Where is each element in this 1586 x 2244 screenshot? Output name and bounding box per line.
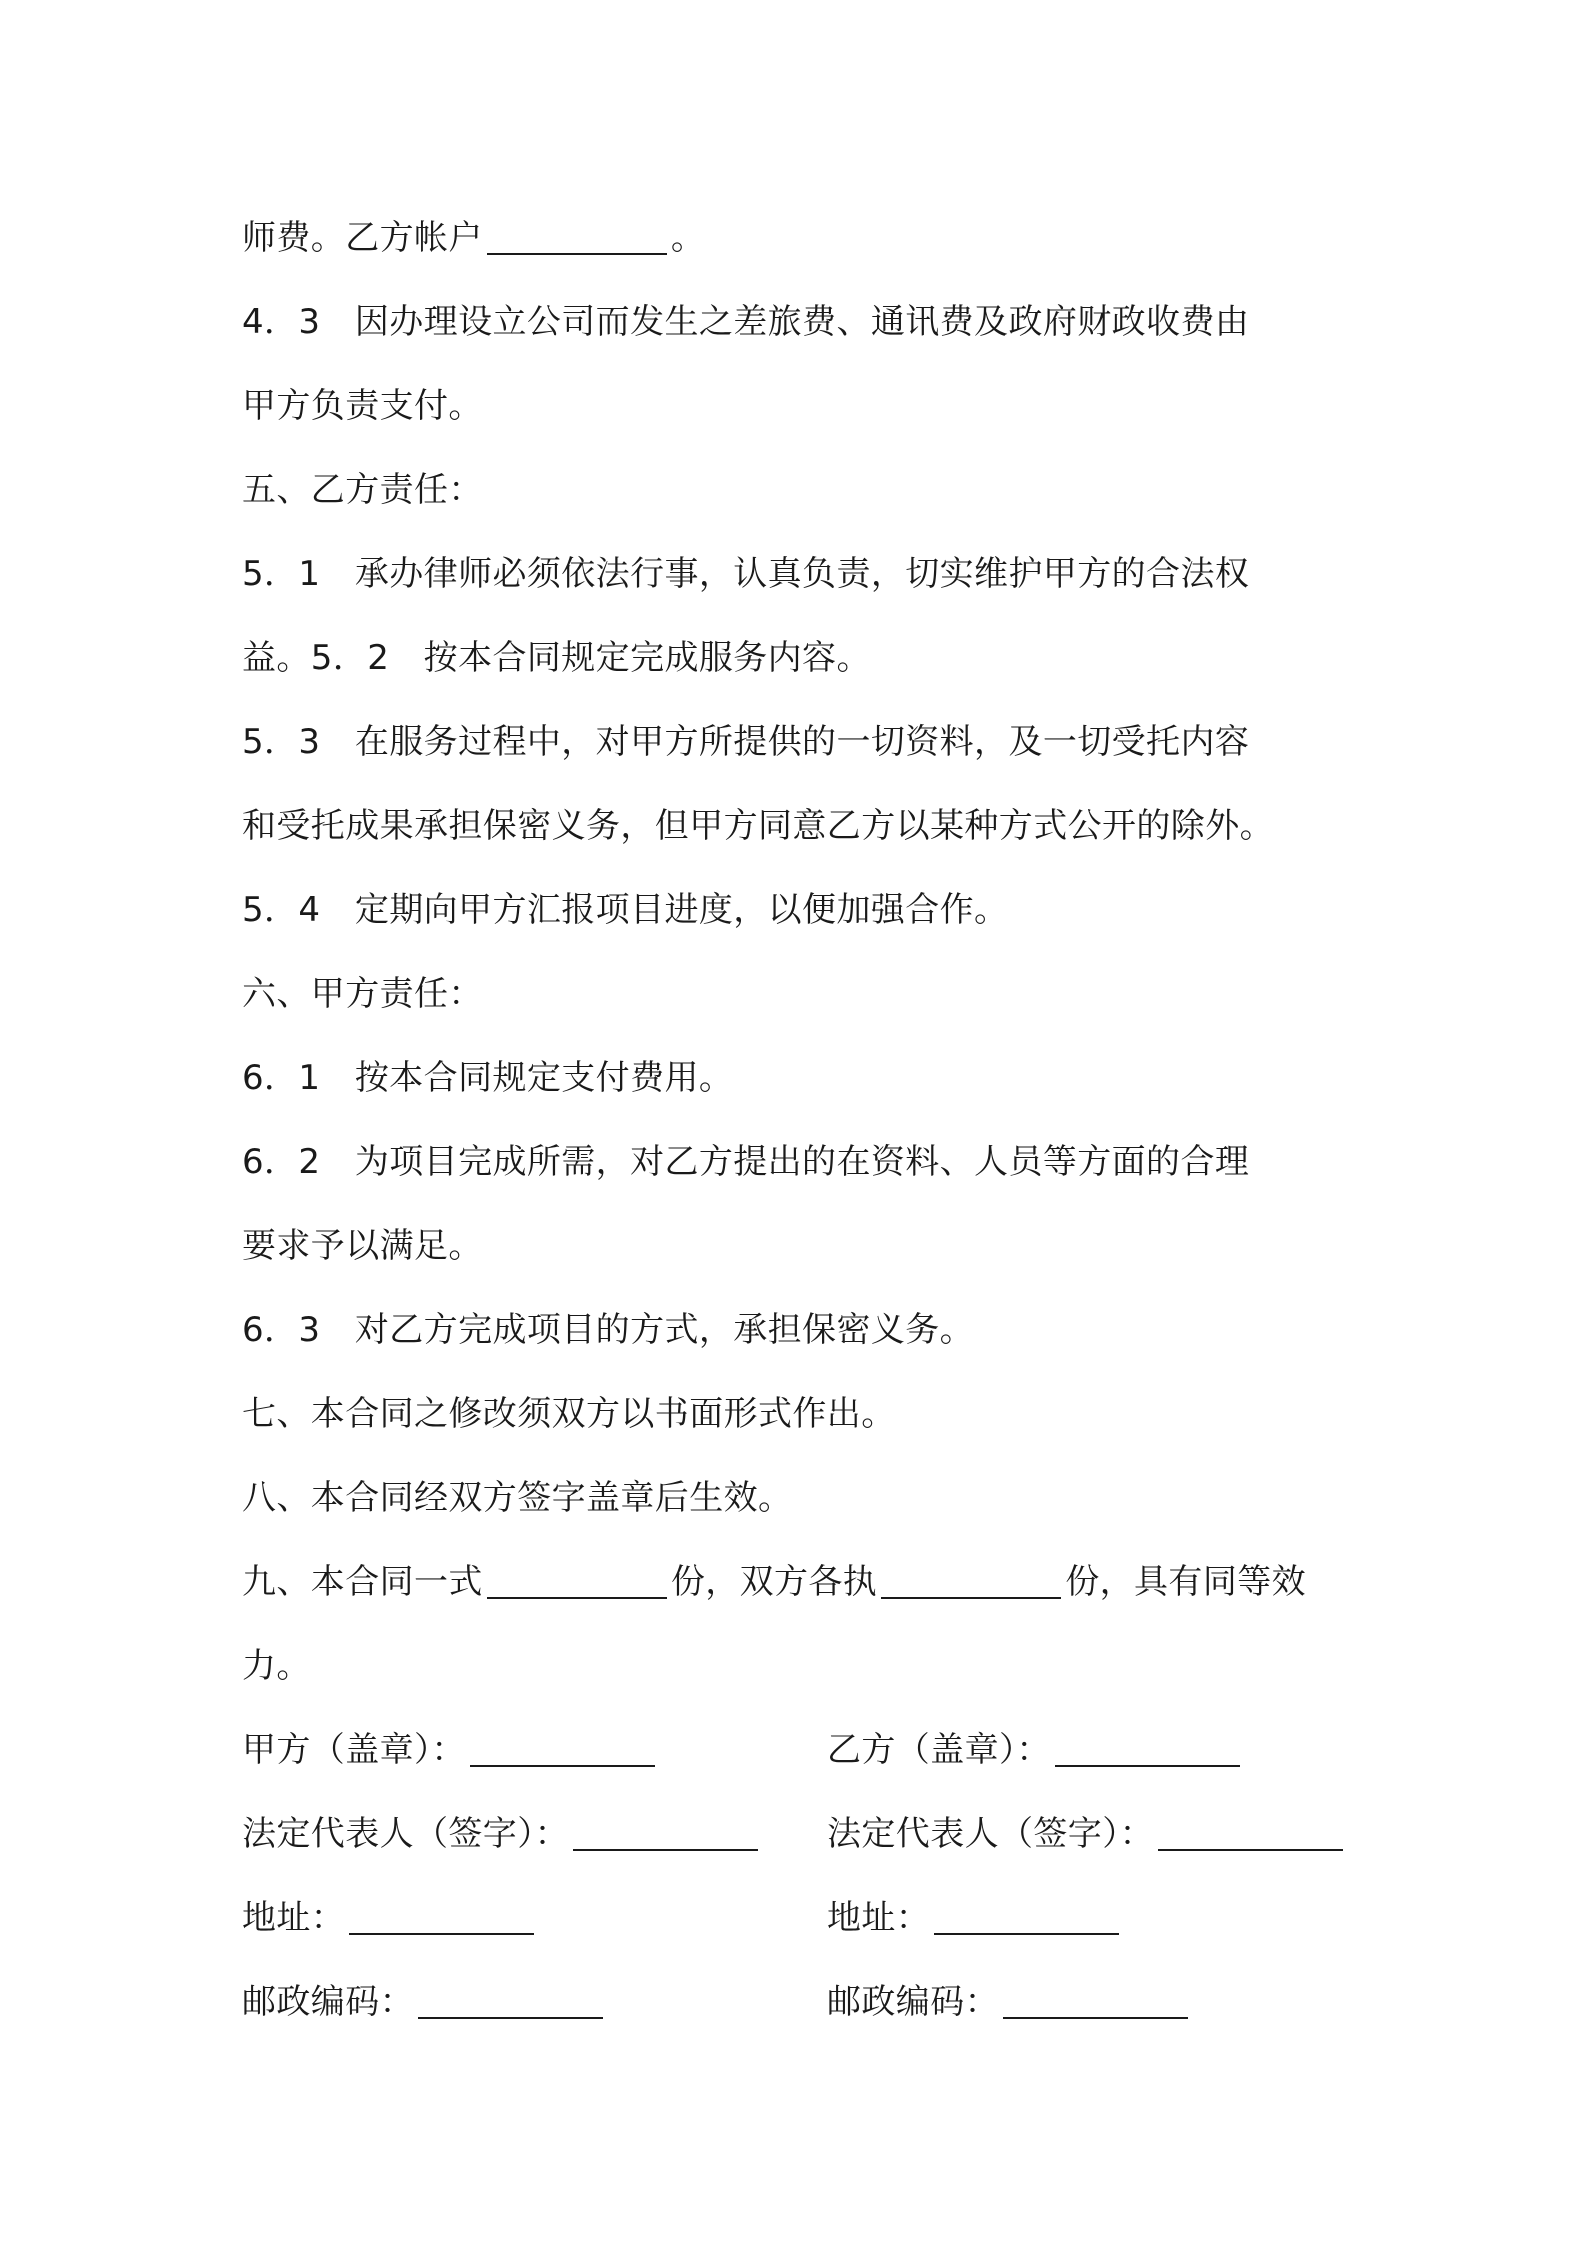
clause-6-2: 6．2 为项目完成所需，对乙方提出的在资料、人员等方面的合理 xyxy=(242,1142,1250,1182)
clause-5-4: 5．4 定期向甲方汇报项目进度，以便加强合作。 xyxy=(242,890,1009,930)
section-8: 八、本合同经双方签字盖章后生效。 xyxy=(242,1478,793,1518)
party-b-seal xyxy=(827,1708,1244,1792)
party-b-representative-blank xyxy=(1158,1813,1343,1851)
clause-5-3: 5．3 在服务过程中，对甲方所提供的一切资料，及一切受托内容 xyxy=(242,722,1250,762)
party-b-postcode-label: 邮政编码： xyxy=(827,1982,999,2022)
clause-5-3-cont: 和受托成果承担保密义务，但甲方同意乙方以某种方式公开的除外。 xyxy=(242,806,1274,846)
clause-6-3: 6．3 对乙方完成项目的方式，承担保密义务。 xyxy=(242,1310,975,1350)
signature-row-postcode xyxy=(242,1960,1362,2044)
section-9-cont: 力。 xyxy=(242,1646,311,1686)
party-a-postcode-label: 邮政编码： xyxy=(242,1982,414,2022)
party-b-address-label: 地址： xyxy=(827,1898,931,1938)
clause-6-1: 6．1 按本合同规定支付费用。 xyxy=(242,1058,734,1098)
party-b-postcode-blank xyxy=(1003,1981,1188,2019)
line-account xyxy=(242,196,1362,280)
party-a-representative-label: 法定代表人（签字）： xyxy=(242,1814,569,1854)
party-b-representative-label: 法定代表人（签字）： xyxy=(827,1814,1154,1854)
party-b-address-blank xyxy=(934,1897,1119,1935)
copies-each-blank xyxy=(881,1561,1061,1599)
party-b-seal-blank xyxy=(1055,1729,1240,1767)
clause-5-1-cont: 益。5．2 按本合同规定完成服务内容。 xyxy=(242,638,871,678)
account-blank xyxy=(487,217,667,255)
section-9-part2: 份，双方各执 xyxy=(670,1562,878,1602)
party-a-address-blank xyxy=(349,1897,534,1935)
clause-4-3: 4．3 因办理设立公司而发生之差旅费、通讯费及政府财政收费由 xyxy=(242,302,1250,342)
section-9-part1: 九、本合同一式 xyxy=(242,1562,483,1602)
party-a-seal-label: 甲方（盖章）： xyxy=(242,1730,466,1770)
signature-row-address xyxy=(242,1876,1362,1960)
signature-row-representative xyxy=(242,1792,1362,1876)
party-b-address xyxy=(827,1876,1123,1960)
account-label: 师费。乙方帐户 xyxy=(242,218,483,258)
section-6-heading: 六、甲方责任： xyxy=(242,974,483,1014)
copies-total-blank xyxy=(487,1561,667,1599)
party-a-address xyxy=(242,1876,538,1960)
section-5-heading: 五、乙方责任： xyxy=(242,470,483,510)
party-a-postcode xyxy=(242,1960,607,2044)
party-a-representative-blank xyxy=(573,1813,758,1851)
party-a-address-label: 地址： xyxy=(242,1898,346,1938)
party-a-postcode-blank xyxy=(418,1981,603,2019)
clause-4-3-cont: 甲方负责支付。 xyxy=(242,386,483,426)
party-a-representative xyxy=(242,1792,762,1876)
contract-body xyxy=(242,196,1362,2044)
party-b-representative xyxy=(827,1792,1347,1876)
party-a-seal-blank xyxy=(470,1729,655,1767)
clause-5-1: 5．1 承办律师必须依法行事，认真负责，切实维护甲方的合法权 xyxy=(242,554,1250,594)
account-suffix: 。 xyxy=(670,218,706,258)
signature-row-seal xyxy=(242,1708,1362,1792)
clause-6-2-cont: 要求予以满足。 xyxy=(242,1226,483,1266)
section-7: 七、本合同之修改须双方以书面形式作出。 xyxy=(242,1394,896,1434)
section-9 xyxy=(242,1540,1362,1624)
section-9-part3: 份，具有同等效 xyxy=(1065,1562,1307,1602)
party-b-seal-label: 乙方（盖章）： xyxy=(827,1730,1051,1770)
party-a-seal xyxy=(242,1708,659,1792)
party-b-postcode xyxy=(827,1960,1192,2044)
